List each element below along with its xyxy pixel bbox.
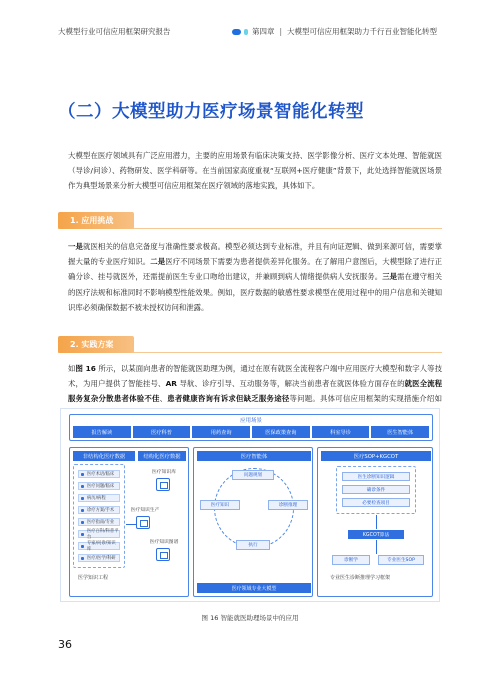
sop-list: 医生诊断知识逻辑 确诊条件 必要检查项目 <box>336 466 416 514</box>
kgcot-algorithm: KGCOT算法 <box>348 530 404 539</box>
graph-icon <box>156 548 170 561</box>
agent-column: 医疗智能体 问题规划 医疗知识 诊断推理 执行 医疗领域专业大模型 <box>193 447 313 597</box>
report-title: 大模型行业可信应用框架研究报告 <box>58 27 171 36</box>
inference-node: 诊断推理 <box>268 500 308 510</box>
person-icon <box>136 516 150 529</box>
doctor-sop-input: 专业医生SOP <box>378 555 424 565</box>
sop-column: 医疗SOP+KGCOT 医生诊断知识逻辑 确诊条件 必要检查项目 KGCOT算法 诊断学 专业医生SOP 专业医生诊断推理学习框架 <box>317 447 433 597</box>
scene-item: 报告解读 <box>73 426 131 438</box>
application-scenes: 应用场景 报告解读 医疗科普 用药查询 医保政策查询 科室导诊 医生智能体 <box>69 414 433 441</box>
knowledge-graph-label: 医疗知识图谱 <box>149 540 179 545</box>
col1-footer: 医学知识工程 <box>78 575 109 581</box>
intro-paragraph: 大模型在医疗领域具有广泛应用潜力，主要的应用场景有临床决策支持、医学影像分析、医疗文本处理、智能就医（导诊/问诊）、药物研发、医学科研等。在当前国家高度重视“互联网+医疗健康”背景下，此处选择智能就医场景作为典型场景来分析大模型可信应用框架在医疗领域的落地实践，具体如下。 <box>68 151 442 191</box>
database-icon <box>156 478 170 491</box>
knowledge-engineering-column: 非结构化医疗数据 结构化医疗数据 医疗术语/临床 医疗问题/临床 病历/病程 诊疗方案/手术 医疗指南/专业 医疗百科/科普平台 专家/问诊/知识库 医疗/医学/科研 医疗知识库 医疗知识生产 医疗知识图谱 医学知识工程 <box>69 447 189 597</box>
col2-footer: 医疗领域专业大模型 <box>197 583 311 593</box>
chapter-header: 第四章 | 大模型可信应用框架助力千行百业智能化转型 <box>232 26 437 37</box>
knowledge-base-label: 医疗知识库 <box>152 470 176 475</box>
scene-item: 医保政策查询 <box>252 426 310 438</box>
section-heading-practice: 2. 实践方案 <box>58 336 134 353</box>
challenges-paragraph: 一是就医相关的信息完备度与准确性要求极高。模型必须达到专业标准，并且有向证逻辑、做到来源可信，需要掌握大量的专业医疗知识。二是医疗不同场景下需要为患者提供差异化服务。在了解用户意图后，大模型除了进行正确分诊、挂号就医外，还需提前医生专业口吻给出建议，并兼顾到病人情绪提供病人安抚服务。三是需在遵守相关的医疗法规和标准同时不影响模型性能效果。例如，医疗数据的敏感性要求模型在使用过程中的用户信息和关键知识库必须确保数据不被未授权访问和泄露。 <box>68 242 442 312</box>
page-number: 36 <box>58 638 72 651</box>
scene-item: 医疗科普 <box>133 426 191 438</box>
chapter-number: 第四章 <box>252 27 275 36</box>
knowledge-producer-label: 医疗知识生产 <box>130 508 160 513</box>
scene-item: 用药查询 <box>192 426 250 438</box>
scene-item: 医生智能体 <box>371 426 429 438</box>
chapter-marker-small-icon <box>244 29 248 35</box>
section-title: （二）大模型助力医疗场景智能化转型 <box>58 102 364 122</box>
page-header <box>0 0 500 42</box>
execute-node: 执行 <box>236 540 270 550</box>
chapter-marker-icon <box>232 29 241 35</box>
practice-paragraph: 如图 16 所示，以某面向患者的智能就医助理为例，通过在原有就医全流程客户端中应用医疗大模型和数字人等技术，为用户提供了智能挂号、AR 导航、诊疗引导、互动服务等，解决当前患者在就医体验方面存在的就医全流程服务复杂分散患者体验不佳、患者健康咨询有诉求但缺乏服务途径等问题。具体可信应用框架的实现措施介绍如 <box>68 364 442 404</box>
knowledge-node: 医疗知识 <box>200 500 240 510</box>
col3-footer: 专业医生诊断推理学习框架 <box>330 575 391 581</box>
chapter-title: 大模型可信应用框架助力千行百业智能化转型 <box>287 27 438 36</box>
section-heading-challenges: 1. 应用挑战 <box>58 212 134 229</box>
scene-item: 科室导诊 <box>312 426 370 438</box>
figure-caption: 图 16 智能就医助理场景中的应用 <box>201 614 299 622</box>
diagnostics-input: 诊断学 <box>332 555 370 565</box>
figure-16-diagram <box>60 408 440 602</box>
intent-node: 问题规划 <box>232 470 274 480</box>
unstructured-data-list: 医疗术语/临床 医疗问题/临床 病历/病程 诊疗方案/手术 医疗指南/专业 医疗百科/科普平台 专家/问诊/知识库 医疗/医学/科研 <box>73 464 125 568</box>
